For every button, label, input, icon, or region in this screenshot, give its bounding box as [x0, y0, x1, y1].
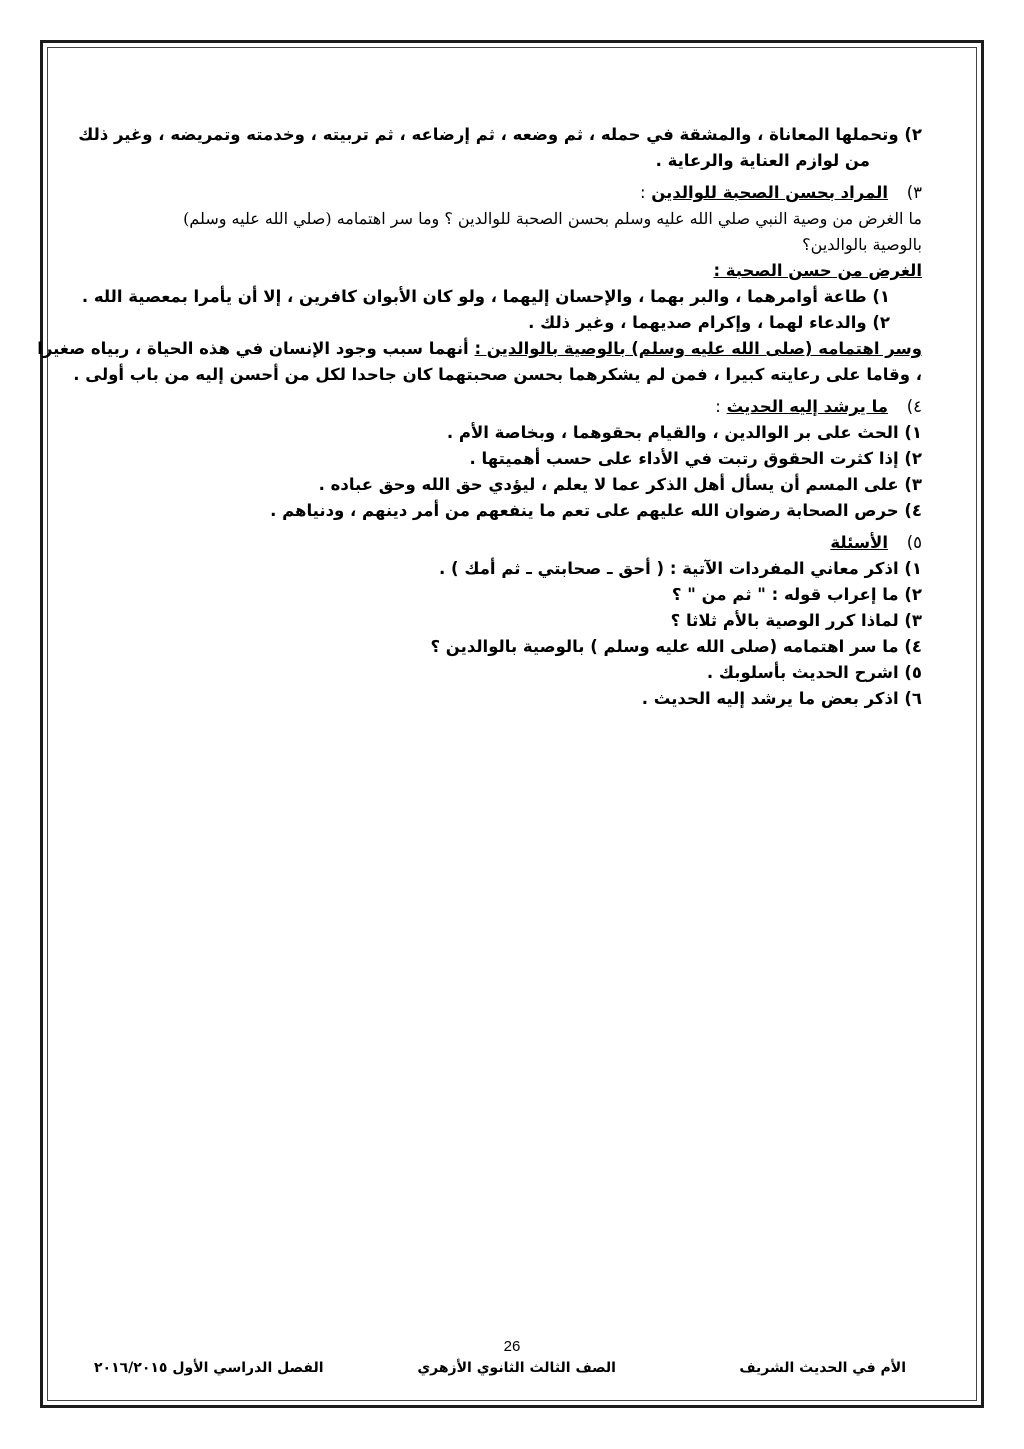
question-item: ٤) ما سر اهتمامه (صلى الله عليه وسلم ) بالوصية بالوالدين ؟ [430, 637, 922, 656]
question-item: ٣) لماذا كرر الوصية بالأم ثلاثا ؟ [670, 611, 922, 630]
purpose-title: الغرض من حسن الصحبة : [713, 261, 922, 280]
heading3-title: المراد بحسن الصحبة للوالدين [651, 183, 888, 202]
footer-grade: الصف الثالث الثانوي الأزهري [417, 1360, 616, 1376]
question-item: ٦) اذكر بعض ما يرشد إليه الحديث . [641, 689, 922, 708]
secret-line2: ، وقاما على رعايته كبيرا ، فمن لم يشكرهما بحسن صحبتهما كان جاحدا لكل من أحسن إليه من باب أولى . [73, 365, 922, 384]
secret-label: وسر اهتمامه (صلى الله عليه وسلم) بالوصية بالوالدين : [474, 339, 922, 358]
heading5-number: ٥) [906, 533, 922, 552]
heading4-colon: : [715, 397, 721, 416]
heading3-number: ٣) [906, 183, 922, 202]
question-item: ٢) ما إعراب قوله : " ثم من " ؟ [671, 585, 922, 604]
question-line2: بالوصية بالوالدين؟ [802, 235, 922, 254]
footer-book-title: الأم في الحديث الشريف [739, 1360, 906, 1376]
section2-line1: ٢) وتحملها المعاناة ، والمشقة في حمله ، ثم وضعه ، ثم إرضاعه ، ثم تربيته ، وخدمته وتمريضه ، وغير ذلك [78, 125, 922, 144]
purpose-item: ٢) والدعاء لهما ، وإكرام صديهما ، وغير ذلك . [528, 313, 890, 332]
section2-line2: من لوازم العناية والرعاية . [655, 151, 870, 170]
page-content [37, 122, 922, 712]
secret-line1 [37, 336, 922, 362]
heading3-colon: : [639, 183, 646, 202]
purpose-item: ١) طاعة أوامرهما ، والبر بهما ، والإحسان إليهما ، ولو كان الأبوان كافرين ، إلا أن يأمرا بمعصية الله . [81, 287, 890, 306]
page-number: 26 [503, 1338, 521, 1355]
page-footer [94, 1360, 906, 1382]
question-item: ١) اذكر معاني المفردات الآتية : ( أحق ـ صحابتي ـ ثم أمك ) . [439, 559, 922, 578]
question-line1: ما الغرض من وصية النبي صلي الله عليه وسلم بحسن الصحبة للوالدين ؟ وما سر اهتمامه (صلي الله عليه وسلم) [183, 209, 922, 228]
heading-section-3 [90, 180, 922, 206]
question-item: ٥) اشرح الحديث بأسلوبك . [706, 663, 922, 682]
guidance-item: ٢) إذا كثرت الحقوق رتبت في الأداء على حسب أهميتها . [469, 449, 922, 468]
heading-section-5 [90, 530, 922, 556]
secret-line1-rest: أنهما سبب وجود الإنسان في هذه الحياة ، ربياه صغيرا [37, 339, 475, 358]
heading4-number: ٤) [906, 397, 922, 416]
guidance-item: ٣) على المسم أن يسأل أهل الذكر عما لا يعلم ، ليؤدي حق الله وحق عباده . [318, 475, 922, 494]
heading-section-4 [90, 394, 922, 420]
footer-semester: الفصل الدراسي الأول ٢٠١٦/٢٠١٥ [94, 1360, 324, 1376]
heading5-title: الأسئلة [830, 533, 888, 552]
heading4-title: ما يرشد إليه الحديث [726, 397, 888, 416]
guidance-item: ١) الحث على بر الوالدين ، والقيام بحقوهما ، وبخاصة الأم . [446, 423, 922, 442]
guidance-item: ٤) حرص الصحابة رضوان الله عليهم على تعم ما ينفعهم من أمر دينهم ، ودنياهم . [270, 501, 922, 520]
